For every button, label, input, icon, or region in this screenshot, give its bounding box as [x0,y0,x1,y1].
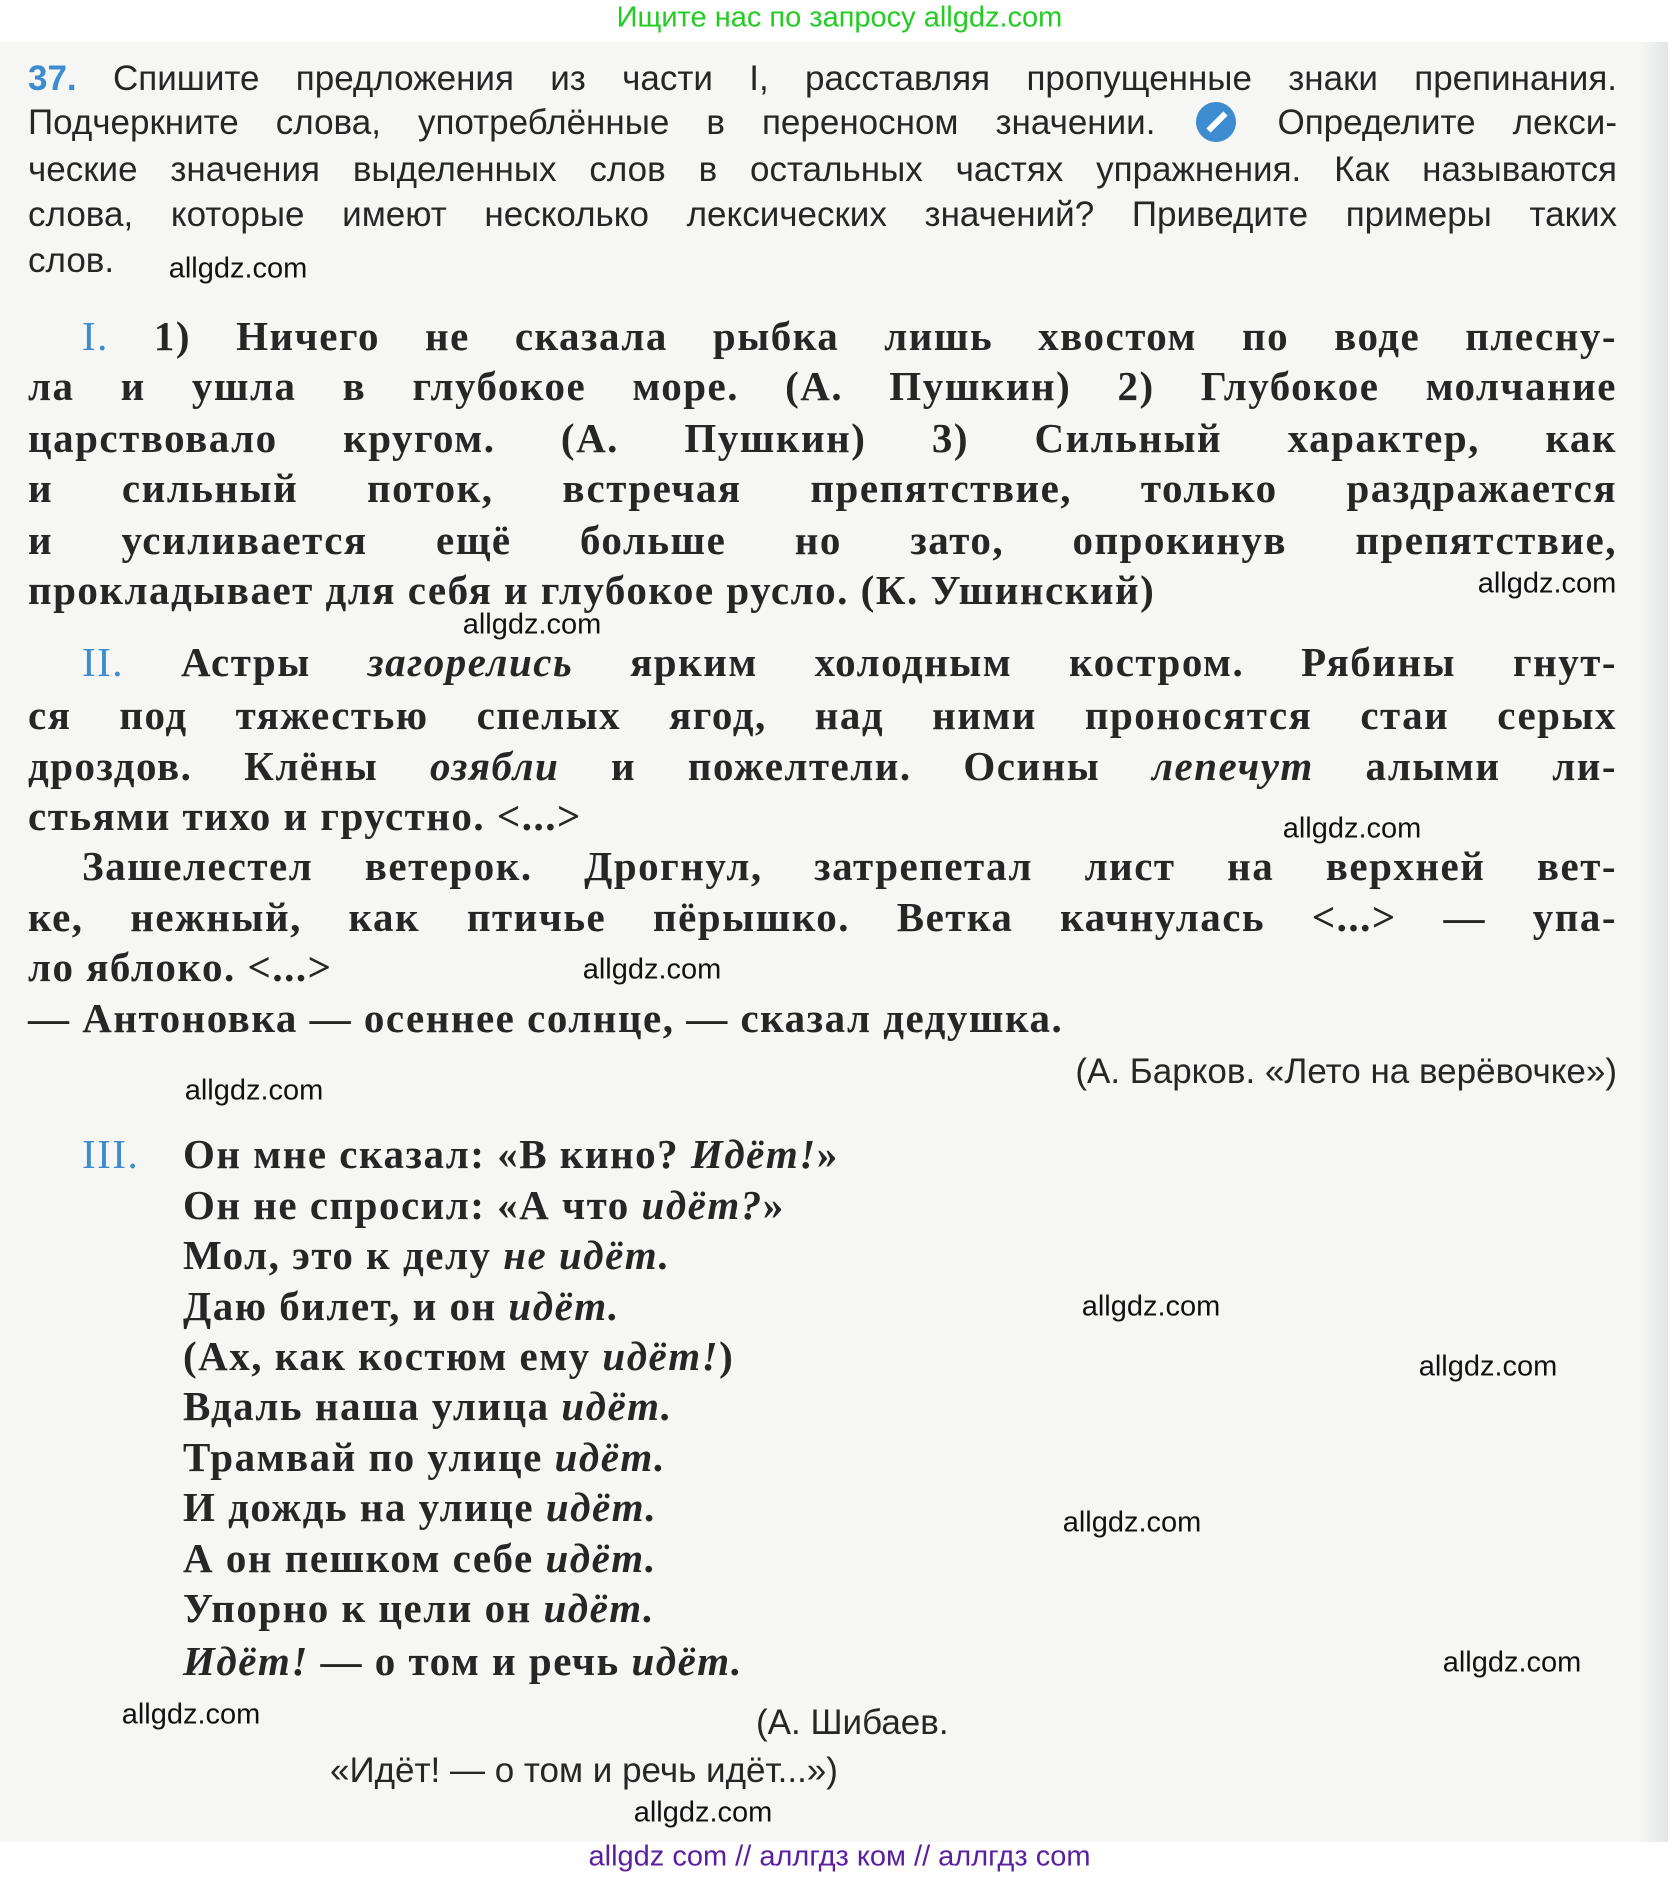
site-watermark: allgdz.com [1062,1506,1202,1539]
text-segment: Он не спросил: «А что [183,1182,642,1228]
part1-line [28,465,1617,511]
part1-line [28,363,1617,409]
text-segment: Астры [180,639,368,685]
highlighted-word: идёт. [561,1383,673,1429]
part1-line [28,415,1617,461]
poem-line [183,1585,655,1631]
task-text: Спишите предложения из части I, расставляя пропущенные знаки препинания. [112,59,1617,98]
attribution-text: (А. Барков. «Лето на верёвочке») [1075,1052,1617,1091]
site-watermark: allgdz.com [633,1796,773,1829]
poem-line [183,1638,743,1684]
text-segment: царствовало кругом. (А. Пушкин) 3) Сильный характер, как [28,415,1617,461]
highlighted-word: идёт. [545,1484,658,1530]
text-segment: И дождь на улице [183,1484,546,1530]
pencil-icon [1196,102,1236,142]
text-segment: и пожелтели. Осины [559,743,1152,789]
poem-line [183,1333,734,1379]
text-segment: А он пешком себе [183,1535,546,1581]
highlighted-word: идёт! [602,1333,720,1379]
text-segment: ла и ушла в глубокое море. (А. Пушкин) 2) Глубокое молчание [28,363,1617,409]
attribution [756,1703,949,1743]
text-segment: (Ах, как костюм ему [183,1333,603,1379]
highlighted-word: загорелись [367,639,574,685]
attribution-title: «Идёт! — о том и речь идёт...») [330,1751,838,1790]
poem-line [183,1535,657,1581]
highlighted-word: Идёт! [183,1638,309,1684]
part1-line [28,567,1155,613]
text-segment: — о том и речь [308,1638,632,1684]
part-numeral: II. [82,639,125,685]
bottom-watermark: allgdz com // аллгдз ком // аллгдз com [588,1840,1091,1873]
task-text: Определите лекси- [1277,103,1617,142]
text-segment: ) [719,1333,735,1379]
text-segment: » [816,1131,839,1177]
part1-line [82,313,1617,359]
site-watermark: allgdz.com [1081,1290,1221,1323]
text-segment: дроздов. Клёны [28,743,430,789]
part-numeral: I. [82,313,109,359]
text-segment: » [762,1182,785,1228]
site-watermark: allgdz.com [121,1698,261,1731]
text-segment: 1) Ничего не сказала рыбка лишь хвостом по воде плесну- [153,313,1618,359]
highlighted-word: лепечут [1151,743,1314,789]
poem-line [183,1232,670,1278]
site-watermark: allgdz.com [582,953,722,986]
part2-line [28,743,1617,789]
task-text: слов. [28,241,115,280]
poem-line [183,1484,657,1530]
attribution [912,1052,1617,1092]
part2-line [28,692,1617,738]
site-watermark: allgdz.com [1442,1646,1582,1679]
text-segment: — Антоновка — осеннее солнце, — сказал дедушка. [28,995,1064,1041]
site-watermark: allgdz.com [1477,567,1617,600]
site-watermark: allgdz.com [1418,1350,1558,1383]
highlighted-word: идёт. [554,1434,667,1480]
text-segment: ярким холодным костром. Рябины гнут- [573,639,1617,685]
task-text: Подчеркните слова, употреблённые в переносном значении. [28,103,1156,142]
text-segment: Мол, это к делу [183,1232,504,1278]
highlighted-word: идёт. [545,1535,657,1581]
task-text: ческие значения выделенных слов в остальных частях упражнения. Как называются [28,150,1617,189]
top-watermark: Ищите нас по запросу allgdz.com [616,1,1063,34]
part2-line [82,639,1617,685]
highlighted-word: идёт? [641,1182,763,1228]
text-segment: Упорно к цели он [183,1585,544,1631]
text-segment: Даю билет, и он [183,1283,509,1329]
text-segment: ся под тяжестью спелых ягод, над ними проносятся стаи серых [28,692,1617,738]
highlighted-word: идёт. [543,1585,655,1631]
highlighted-word: озябли [429,743,560,789]
site-watermark: allgdz.com [462,608,602,641]
site-watermark: allgdz.com [184,1074,324,1107]
task-line [28,241,114,281]
poem-line [183,1283,620,1329]
text-segment: ке, нежный, как птичье пёрышко. Ветка качнулась <...> — упа- [28,894,1617,940]
poem-line [183,1434,666,1480]
attribution-author: (А. Шибаев. [756,1703,949,1742]
part2-line [28,894,1617,940]
text-segment: Зашелестел ветерок. Дрогнул, затрепетал лист на верхней вет- [82,843,1617,889]
text-segment: стьями тихо и грустно. <...> [28,793,582,839]
part-numeral-line [82,1131,139,1177]
part-numeral: III. [82,1131,140,1177]
task-text: слова, которые имеют несколько лексических значений? Приведите примеры таких [28,195,1617,234]
exercise-number: 37. [28,59,77,98]
part2-line [28,793,582,839]
text-segment: Вдаль наша улица [183,1383,562,1429]
task-line [28,103,1617,145]
highlighted-word: Идёт! [690,1131,817,1177]
text-segment: и усиливается ещё больше но зато, опрокинув препятствие, [28,517,1617,563]
attribution [330,1751,838,1791]
text-segment: ло яблоко. <...> [28,944,333,990]
text-segment: прокладывает для себя и глубокое русло. (К. Ушинский) [28,567,1156,613]
part1-line [28,517,1617,563]
part2-line [28,944,332,990]
highlighted-word: не идёт. [503,1232,671,1278]
task-line [28,59,1617,99]
highlighted-word: идёт. [508,1283,620,1329]
text-segment: Трамвай по улице [183,1434,555,1480]
text-segment: и сильный поток, встречая препятствие, только раздражается [28,465,1617,511]
poem-line [183,1383,673,1429]
task-line [28,195,1617,235]
text-segment: алыми ли- [1313,743,1617,789]
site-watermark: allgdz.com [1282,812,1422,845]
highlighted-word: идёт. [631,1638,743,1684]
part2-line [28,995,1063,1041]
site-watermark: allgdz.com [168,252,308,285]
text-segment: Он мне сказал: «В кино? [183,1131,691,1177]
poem-line [183,1131,839,1177]
poem-line [183,1182,785,1228]
task-line [28,150,1617,190]
part2-line [82,843,1617,889]
